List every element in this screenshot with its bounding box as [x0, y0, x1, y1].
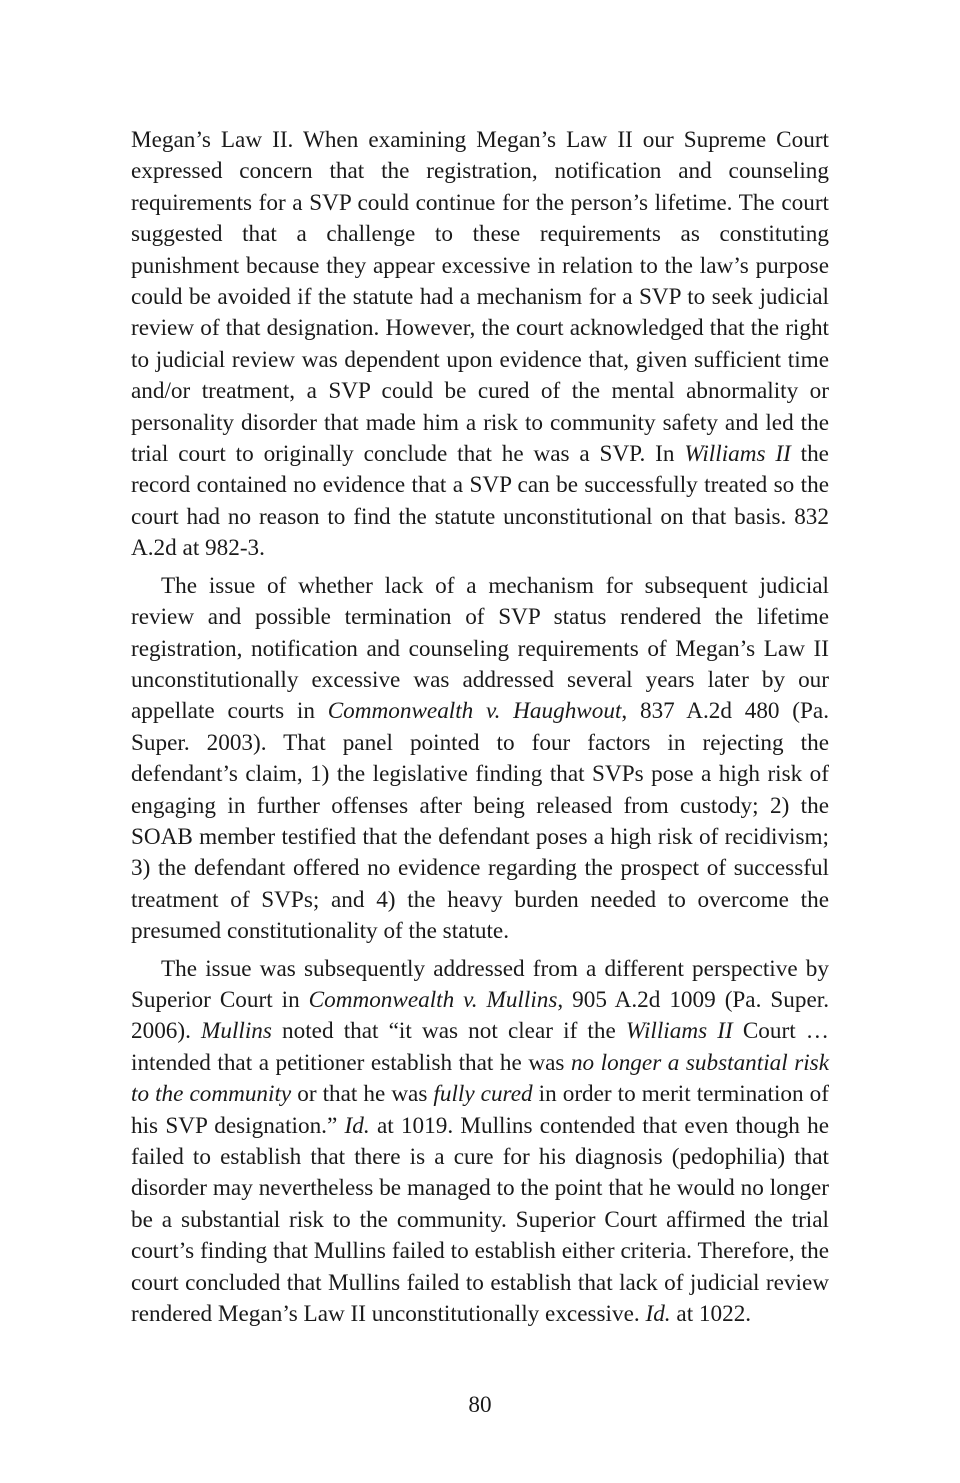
p3-case-williams-ii: Williams II — [625, 1018, 733, 1045]
p3-mullins-italic: Mullins — [201, 1018, 272, 1045]
p3-text-2: , 905 A.2d 1009 (Pa. Super. 2006). — [131, 986, 829, 1045]
p3-text-6: in order to merit termination of his SVP designation.” — [131, 1081, 829, 1139]
paragraph-2 — [131, 571, 829, 948]
p1-case-williams-ii: Williams II — [684, 441, 791, 468]
p3-text-4: Court … intended that a petitioner establish that he was — [131, 1018, 829, 1076]
p2-text-1: The issue of whether lack of a mechanism for subsequent judicial review and possible termination of SVP status rendered the lifetime registration, notification and counseling requirements of Megan’s Law II unconstitutionally excessive was addressed several years later by our appellate courts in — [131, 572, 829, 725]
p3-emphasis-no-longer: no longer a substantial risk to the community — [131, 1049, 830, 1108]
p3-text-5: or that he was — [291, 1081, 434, 1108]
p1-text-1: Megan’s Law II. When examining Megan’s Law II our Supreme Court expressed concern that the registration, notification and counseling requirements for a SVP could continue for the person’s lifetime. The court suggested that a challenge to these requirements as constituting punishment because they appear excessive in relation to the law’s purpose could be avoided if the statute had a mechanism for a SVP to seek judicial review of that designation. However, the court acknowledged that the right to judicial review was dependent upon evidence that, given sufficient time and/or treatment, a SVP could be cured of the mental abnormality or personality disorder that made him a risk to community safety and led the trial court to originally conclude that he was a SVP. In — [131, 127, 829, 468]
p3-case-mullins: Commonwealth v. Mullins — [308, 986, 558, 1013]
p3-id-cite-2: Id. — [645, 1301, 671, 1328]
p2-text-2: , 837 A.2d 480 (Pa. Super. 2003). That panel pointed to four factors in rejecting the defendant’s claim, 1) the legislative finding that SVPs pose a high risk of engaging in further offenses after being released from custody; 2) the SOAB member testified that the defendant poses a high risk of recidivism; 3) the defendant offered no evidence regarding the prospect of successful treatment of SVPs; and 4) the heavy burden needed to overcome the presumed constitutionality of the statute. — [131, 698, 830, 945]
paragraph-3 — [131, 954, 829, 1331]
p3-emphasis-fully-cured: fully cured — [433, 1081, 533, 1108]
p3-text-7: at 1019. Mullins contended that even though he failed to establish that there is a cure for his diagnosis (pedophilia) that disorder may nevertheless be managed to the point that he would no longer be a substantial risk to the community. Superior Court affirmed the trial court’s finding that Mullins failed to establish either criteria. Therefore, the court concluded that Mullins failed to establish that lack of judicial review rendered Megan’s Law II unconstitutionally excessive. — [131, 1112, 830, 1328]
paragraph-1 — [131, 125, 829, 565]
p3-text-1: The issue was subsequently addressed from a different perspective by Superior Court in — [131, 955, 829, 1013]
p3-text-3: noted that “it was not clear if the — [271, 1018, 626, 1045]
p2-case-haughwout: Commonwealth v. Haughwout — [327, 698, 622, 725]
page-number: 80 — [468, 1392, 492, 1418]
page-body — [131, 125, 829, 1336]
p1-text-2: the record contained no evidence that a SVP can be successfully treated so the court had no reason to find the statute unconstitutional on that basis. 832 A.2d at 982-3. — [131, 441, 829, 562]
p3-id-cite-1: Id. — [344, 1112, 370, 1139]
p3-text-8: at 1022. — [670, 1301, 752, 1328]
